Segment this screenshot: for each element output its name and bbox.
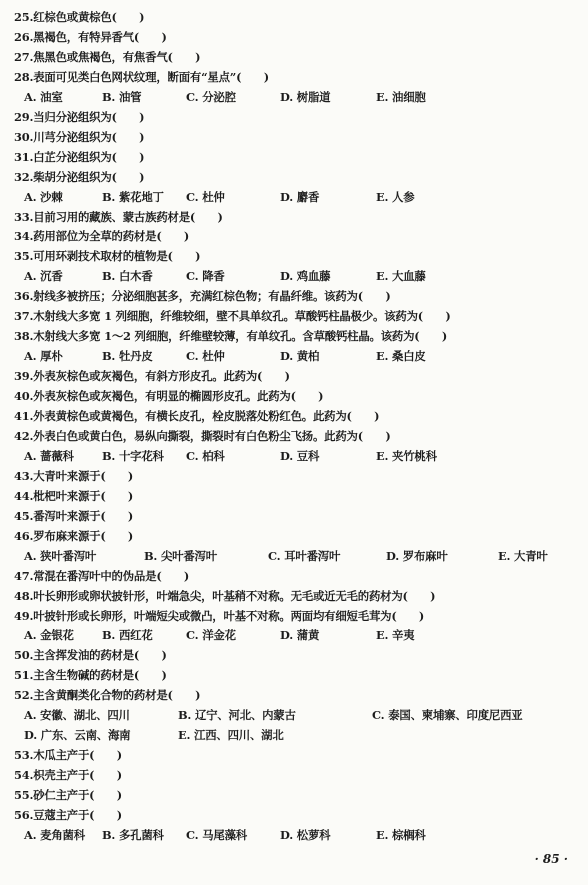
question-line: 48.叶长卵形或卵状披针形，叶端急尖，叶基稍不对称。无毛或近无毛的药材为( ) — [14, 588, 436, 603]
question-line: 31.白芷分泌组织为( ) — [14, 149, 145, 164]
question-line: 56.豆蔻主产于( ) — [14, 808, 122, 822]
question-line: 26.黑褐色，有特异香气( ) — [14, 29, 167, 44]
question-line: 27.焦黑色或焦褐色，有焦香气( ) — [14, 49, 201, 64]
answer-option: E. 大血藤 — [376, 269, 426, 284]
options-line — [14, 447, 580, 466]
options-line — [14, 267, 580, 286]
answer-option: C. 洋金花 — [186, 628, 236, 643]
answer-option: C. 降香 — [186, 269, 225, 284]
answer-option: A. 金银花 — [24, 628, 74, 643]
options-line — [14, 826, 580, 845]
answer-option: D. 松萝科 — [280, 827, 331, 842]
question-line: 51.主含生物碱的药材是( ) — [14, 668, 167, 683]
answer-option: C. 马尾藻科 — [186, 827, 247, 842]
answer-option: B. 辽宁、河北、内蒙古 — [178, 708, 296, 723]
answer-option: A. 安徽、湖北、四川 — [24, 708, 130, 723]
options-line — [14, 88, 580, 107]
question-line: 47.常混在番泻叶中的伪品是( ) — [14, 568, 190, 583]
answer-option: D. 鸡血藤 — [280, 269, 331, 284]
page-number: · 85 · — [534, 852, 568, 866]
question-line: 25.红棕色或黄棕色( ) — [14, 10, 145, 24]
answer-option: C. 柏科 — [186, 448, 225, 463]
options-line — [14, 188, 580, 207]
answer-option: A. 油室 — [24, 89, 63, 104]
answer-option: D. 黄柏 — [280, 349, 320, 364]
answer-option: C. 泰国、柬埔寨、印度尼西亚 — [372, 708, 523, 723]
answer-option: E. 棕榈科 — [376, 827, 426, 842]
question-line: 53.木瓜主产于( ) — [14, 748, 122, 763]
question-line: 42.外表白色或黄白色，易纵向撕裂，撕裂时有白色粉尘飞扬。此药为( ) — [14, 428, 391, 443]
answer-option: B. 牡丹皮 — [102, 349, 153, 364]
options-line — [14, 347, 580, 366]
question-line: 50.主含挥发油的药材是( ) — [14, 648, 167, 663]
question-line: 36.射线多被挤压；分泌细胞甚多，充满红棕色物；有晶纤维。该药为( ) — [14, 289, 391, 304]
options-line — [14, 726, 580, 745]
answer-option: A. 沙棘 — [24, 189, 63, 204]
answer-option: C. 杜仲 — [186, 189, 225, 204]
answer-option: B. 西红花 — [102, 628, 153, 643]
answer-option: B. 油管 — [102, 89, 142, 104]
answer-option: D. 豆科 — [280, 448, 320, 463]
options-line — [14, 626, 580, 645]
question-line: 30.川芎分泌组织为( ) — [14, 129, 145, 144]
question-line: 33.目前习用的藏族、蒙古族药材是( ) — [14, 209, 223, 224]
answer-option: B. 尖叶番泻叶 — [144, 548, 217, 563]
answer-option: D. 广东、云南、海南 — [24, 728, 131, 743]
question-line: 29.当归分泌组织为( ) — [14, 109, 145, 124]
question-line: 38.木射线大多宽 1～2 列细胞，纤维壁较薄，有单纹孔。含草酸钙柱晶。该药为( ) — [14, 329, 448, 344]
question-line: 32.柴胡分泌组织为( ) — [14, 169, 145, 184]
answer-option: D. 罗布麻叶 — [386, 548, 448, 563]
question-line: 44.枇杷叶来源于( ) — [14, 488, 134, 503]
answer-option: B. 多孔菌科 — [102, 827, 164, 842]
answer-option: A. 厚朴 — [24, 349, 63, 364]
question-line: 43.大青叶来源于( ) — [14, 468, 134, 483]
question-line: 39.外表灰棕色或灰褐色，有斜方形皮孔。此药为( ) — [14, 369, 290, 384]
answer-option: E. 油细胞 — [376, 89, 426, 104]
question-line: 40.外表灰棕色或灰褐色，有明显的椭圆形皮孔。此药为( ) — [14, 389, 324, 404]
question-line: 54.枳壳主产于( ) — [14, 768, 122, 783]
answer-option: A. 沉香 — [24, 269, 63, 284]
options-line — [14, 706, 580, 725]
question-line: 28.表面可见类白色网状纹理，断面有“星点”( ) — [14, 69, 269, 84]
question-line: 45.番泻叶来源于( ) — [14, 508, 134, 523]
answer-option: E. 江西、四川、湖北 — [178, 728, 284, 743]
answer-option: B. 紫花地丁 — [102, 189, 164, 204]
answer-option: E. 辛夷 — [376, 628, 415, 643]
options-line — [14, 547, 580, 566]
answer-option: D. 蒲黄 — [280, 628, 320, 643]
answer-option: C. 分泌腔 — [186, 89, 236, 104]
answer-option: A. 狭叶番泻叶 — [24, 548, 97, 563]
answer-option: C. 杜仲 — [186, 349, 225, 364]
question-line: 46.罗布麻来源于( ) — [14, 528, 134, 543]
answer-option: A. 蔷薇科 — [24, 448, 74, 463]
answer-option: E. 大青叶 — [498, 548, 548, 563]
answer-option: B. 白木香 — [102, 269, 153, 284]
answer-option: C. 耳叶番泻叶 — [268, 548, 341, 563]
answer-option: A. 麦角菌科 — [24, 827, 85, 842]
answer-option: E. 桑白皮 — [376, 349, 426, 364]
question-line: 41.外表黄棕色或黄褐色，有横长皮孔，栓皮脱落处粉红色。此药为( ) — [14, 409, 380, 423]
answer-option: D. 麝香 — [280, 189, 320, 204]
question-line: 37.木射线大多宽 1 列细胞，纤维较细，壁不具单纹孔。草酸钙柱晶极少。该药为( ) — [14, 309, 451, 324]
answer-option: D. 树脂道 — [280, 89, 331, 104]
answer-option: B. 十字花科 — [102, 448, 164, 463]
question-line: 55.砂仁主产于( ) — [14, 788, 122, 803]
question-line: 35.可用环剥技术取材的植物是( ) — [14, 249, 201, 264]
question-line: 34.药用部位为全草的药材是( ) — [14, 229, 190, 244]
question-line: 52.主含黄酮类化合物的药材是( ) — [14, 688, 201, 703]
answer-option: E. 夹竹桃科 — [376, 448, 437, 463]
answer-option: E. 人参 — [376, 189, 415, 204]
question-line: 49.叶披针形或长卵形，叶端短尖或微凸，叶基不对称。两面均有细短毛茸为( ) — [14, 608, 425, 623]
